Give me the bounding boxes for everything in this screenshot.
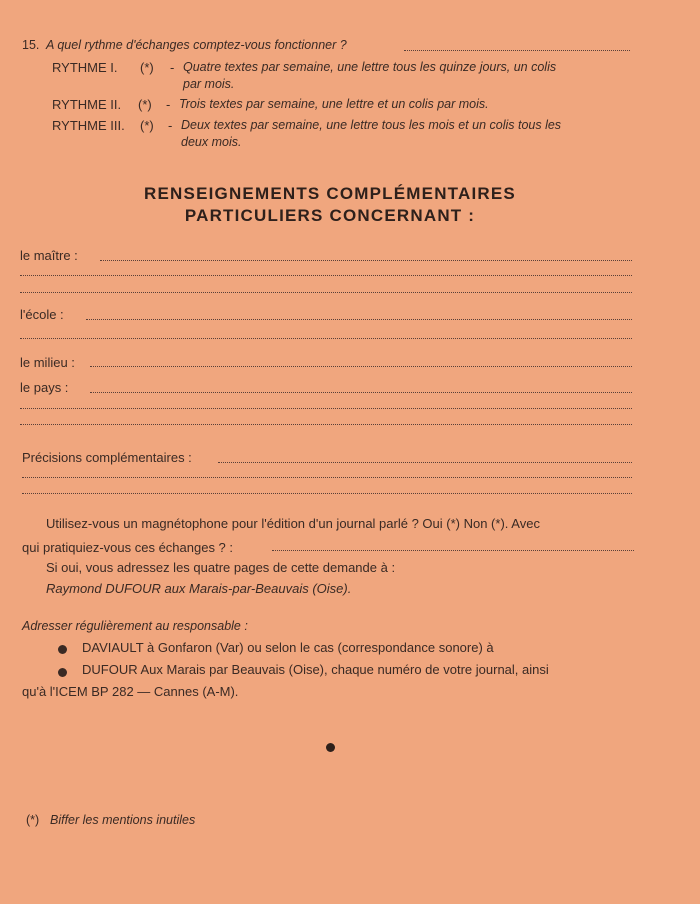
field-line-milieu[interactable] — [90, 366, 632, 367]
field-line-precisions-2[interactable] — [22, 477, 632, 478]
rhythm-2-mark[interactable]: (*) — [138, 97, 152, 112]
rhythm-1-line1: Quatre textes par semaine, une lettre tous les quinze jours, un colis — [183, 60, 557, 74]
magneto-question-line1: Utilisez-vous un magnétophone pour l'édition d'un journal parlé ? Oui (*) Non (*). Avec — [46, 516, 540, 531]
footnote-text: Biffer les mentions inutiles — [50, 813, 196, 827]
separator-dot-icon — [326, 743, 335, 752]
field-label-maitre: le maître : — [20, 248, 78, 263]
adresser-item-icem: qu'à l'ICEM BP 282 — Cannes (A-M). — [22, 684, 239, 699]
field-line-precisions[interactable] — [218, 462, 632, 463]
rhythm-2-line1: Trois textes par semaine, une lettre et un colis par mois. — [179, 97, 489, 111]
magneto-address: Raymond DUFOUR aux Marais-par-Beauvais (Oise). — [46, 581, 352, 596]
rhythm-1-mark[interactable]: (*) — [140, 60, 154, 75]
field-line-ecole-2[interactable] — [20, 338, 632, 339]
rhythm-3-label: RYTHME III. — [52, 118, 125, 133]
bullet-icon — [58, 668, 67, 677]
adresser-item-daviault: DAVIAULT à Gonfaron (Var) ou selon le cas (correspondance sonore) à — [82, 640, 494, 655]
rhythm-3-dash: - — [168, 118, 173, 133]
field-label-precisions: Précisions complémentaires : — [22, 450, 192, 465]
magneto-question-line2: qui pratiquiez-vous ces échanges ? : — [22, 540, 234, 555]
rhythm-1-label: RYTHME I. — [52, 60, 118, 75]
field-line-echanges[interactable] — [272, 550, 634, 551]
question-number: 15. — [22, 38, 40, 52]
footnote-mark: (*) — [26, 813, 40, 827]
field-label-ecole: l'école : — [20, 307, 64, 322]
field-label-milieu: le milieu : — [20, 355, 75, 370]
field-line-maitre-3[interactable] — [20, 292, 632, 293]
field-line-pays-2[interactable] — [20, 408, 632, 409]
question-text: A quel rythme d'échanges comptez-vous fonctionner ? — [46, 38, 347, 52]
answer-line-q15[interactable] — [404, 50, 630, 51]
field-line-pays-3[interactable] — [20, 424, 632, 425]
section-heading-line2: PARTICULIERS CONCERNANT : — [184, 206, 476, 225]
field-label-pays: le pays : — [20, 380, 69, 395]
magneto-instruction: Si oui, vous adressez les quatre pages de cette demande à : — [46, 560, 396, 575]
rhythm-2-label: RYTHME II. — [52, 97, 122, 112]
field-line-precisions-3[interactable] — [22, 493, 632, 494]
rhythm-1-line2: par mois. — [183, 77, 235, 91]
field-line-maitre[interactable] — [100, 260, 632, 261]
rhythm-3-line1: Deux textes par semaine, une lettre tous les mois et un colis tous les — [181, 118, 562, 132]
adresser-item-dufour: DUFOUR Aux Marais par Beauvais (Oise), chaque numéro de votre journal, ainsi — [82, 662, 549, 677]
field-line-maitre-2[interactable] — [20, 275, 632, 276]
adresser-heading: Adresser régulièrement au responsable : — [22, 619, 248, 633]
rhythm-1-dash: - — [170, 60, 175, 75]
rhythm-2-dash: - — [166, 97, 171, 112]
section-heading-line1: RENSEIGNEMENTS COMPLÉMENTAIRES — [144, 184, 516, 203]
bullet-icon — [58, 645, 67, 654]
field-line-ecole[interactable] — [86, 319, 632, 320]
rhythm-3-mark[interactable]: (*) — [140, 118, 154, 133]
field-line-pays[interactable] — [90, 392, 632, 393]
rhythm-3-line2: deux mois. — [181, 135, 242, 149]
